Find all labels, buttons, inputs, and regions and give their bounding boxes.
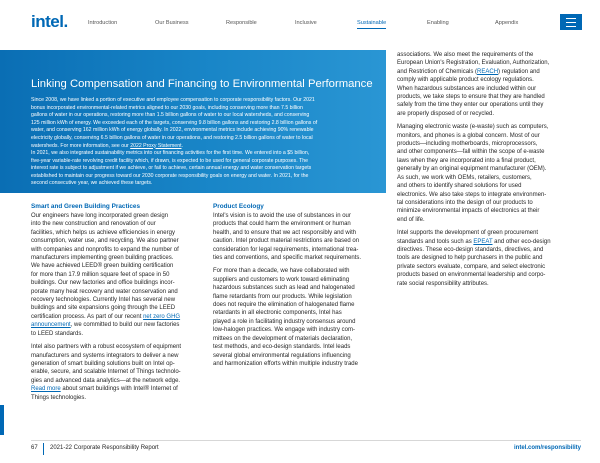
nav-sustainable[interactable]: Sustainable [357,20,387,26]
intel-logo[interactable]: intel. [31,12,68,31]
hero-paragraph-2: In 2021, we also integrated sustainability metrics into our financing activities for the first time. We entered into a $5 billion, five-year variable-rate revolving credit facility which, if drawn, is expected to be used for general corporate purposes. The interest rate is subject to adjustment if we achieve, or fail to achieve, certain annual energy and water conservation targets established to maintain our progress toward our 2030 corporate responsibility goals on energy and water. In 2021, for the second consecutive year, we achieved these targets. [31,150,312,187]
nav-enabling[interactable]: Enabling [427,20,449,26]
nav-appendix[interactable]: Appendix [495,20,519,26]
hero-paragraph-1: Since 2008, we have linked a portion of executive and employee compensation to corporate responsibility factors. Our 2021 bonus incorporated environmental-related metrics aligned to our 2030 goals, including conserving more than 7.5 billion gallons of water in our operations, restoring more than 1.5 billion gallons of water to our local watersheds, and conserving 125 million kWh of energy. We exceeded each of the targets, conserving 9.8 billion gallons and restoring 2.8 billion gallons of water, and conserving 162 million kWh of energy globally. In 2022, environmental metrics include achieving 90% renewable electricity globally, conserving 6.5 billion gallons of water in our operations, and restoring 2.5 billion gallons of water to local watersheds. For more information, see our 2022 Proxy Statement. [31,97,318,149]
report-title: 2021-22 Corporate Responsibility Report [50,445,159,451]
nav-inclusive[interactable]: Inclusive [295,20,317,26]
epeat-link[interactable]: EPEAT [473,238,493,245]
page-number: 67 [31,445,38,451]
product-ecology-heading: Product Ecology [213,203,264,210]
hero-title: Linking Compensation and Financing to Environmental Performance [31,78,373,90]
nav-our-business[interactable]: Our Business [155,20,189,26]
smart-green-building-heading: Smart and Green Building Practices [31,203,141,210]
nav-responsible[interactable]: Responsible [226,20,257,26]
proxy-statement-link[interactable]: 2022 Proxy Statement [130,142,182,149]
hamburger-menu-icon[interactable] [560,14,582,30]
footer-divider [31,440,581,441]
page-header [0,0,600,48]
smart-green-building-text: Our engineers have long incorporated green design into the new construction and renovation of our facilities, which helps us achieve efficiencies in energy consumption, water use, and recycling. We also partner with companies and nonprofits to expand the number of manufacturers implementing green building practices. We have achieved LEED® green building certification for more than 17.9 million square feet of space in 50 buildings. Our new factories and office buildings incor- porate many heat recovery and water conservation and recovery technologies. Currently Intel has several new buildings and site expansions going through the LEED certification process. As part of our recent net zero GHG announcement, we committed to build our new factories to LEED standards. Intel also partners with a robust ecosystem of equipment manufacturers and systems integrators to deliver a new generation of smart building solutions built on Intel op- erable, secure, and scalable Internet of Things technolo- gies and advanced data analytics—at the network edge. Read more about smart buildings with Intel® Internet of Things technologies. [31,213,182,401]
left-accent-bar [0,405,4,435]
reach-link[interactable]: REACH [477,68,499,75]
read-more-link[interactable]: Read more [31,386,61,393]
net-zero-ghg-link[interactable]: net zero GHG [143,313,181,320]
product-ecology-continued-text: associations. We also meet the requirements of the European Union's Registration, Evaluation, Authorization, and Restriction of Chemicals (REACH) regulation and comply with applicable product ecology regulations. When hazardous substances are included within our products, we take steps to ensure that they are handled safely from the time they enter our operations until they are properly disposed of or recycled. Managing electronic waste (e-waste) such as computers, monitors, and phones is a global concern. Most of our products—including motherboards, microprocessors, and other components—fall within the scope of e-waste laws when they are incorporated into a final product, generally by an original equipment manufacturer (OEM). As such, we work with OEMs, retailers, customers, and others to identify shared solutions for used electronics. We also take steps to integrate environmen- tal considerations into the design of our products to minimize environmental impacts of electronics at their end of life. Intel supports the development of green procurement standards and tools such as EPEAT and other eco-design directives. These eco-design standards, directives, and tools are designed to help purchasers in the public and private sectors evaluate, compare, and select electronic products based on environmental leadership and corpo- rate social responsibility attributes. [397,52,551,287]
responsibility-url-link[interactable]: intel.com/responsibility [513,445,581,451]
product-ecology-text: Intel's vision is to avoid the use of substances in our products that could harm the environment or human health, and to ensure that we act responsibly and with caution. Intel product material restrictions are based on consideration for legal requirements, international trea- ties and conventions, and specific market requirements. For more than a decade, we have collaborated with suppliers and customers to work toward eliminating hazardous substances such as lead and halogenated flame retardants from our products. While legislation does not require the elimination of halogenated flame retardants in all electronic components, Intel has played a role in facilitating industry consensus around low-halogen practices. We engage with industry com- mittees on the development of materials declaration, test methods, and eco-design standards. Intel leads several global environmental regulations influencing and harmonization efforts within multiple industry trade [213,213,362,367]
nav-introduction[interactable]: Introduction [88,20,118,26]
announcement-link[interactable]: announcement [31,322,71,329]
footer-separator [43,443,44,455]
